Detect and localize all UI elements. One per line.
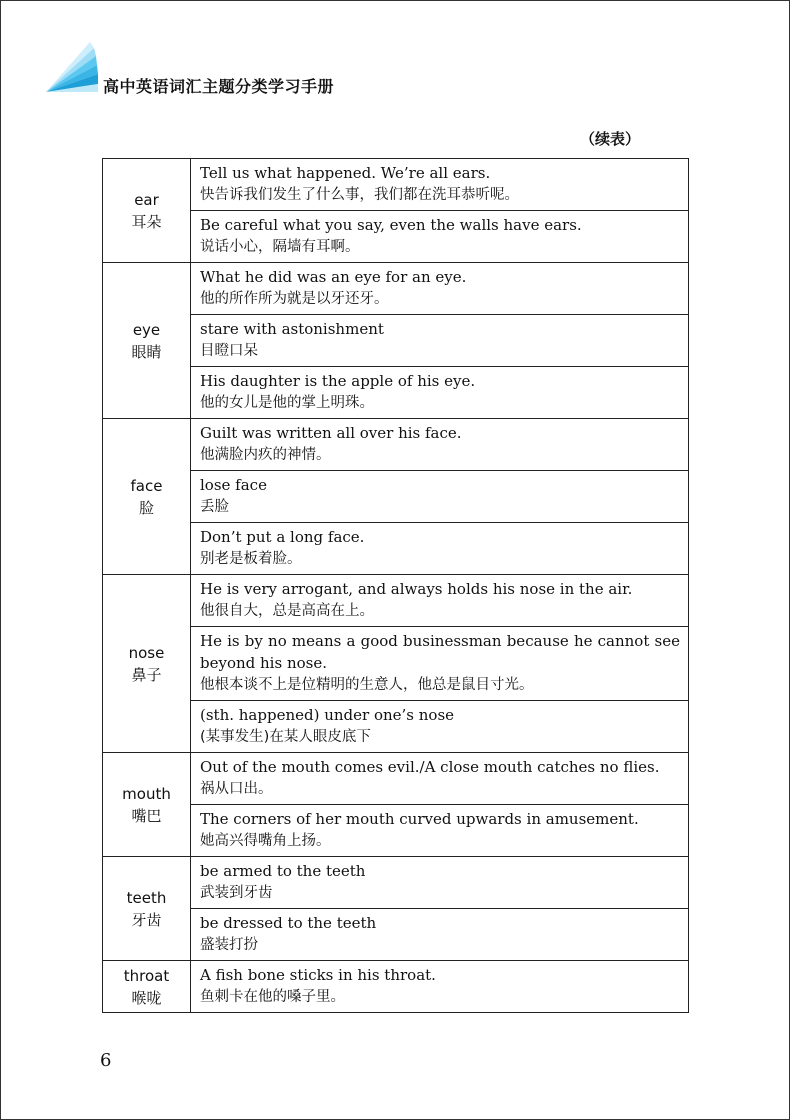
word-cell (103, 575, 191, 753)
example-english: be armed to the teeth (200, 862, 366, 880)
example-english: Tell us what happened. We’re all ears. (200, 164, 491, 182)
example-chinese: 说话小心，隔墙有耳啊。 (200, 239, 360, 255)
example-cell (191, 805, 689, 857)
table-row (103, 575, 689, 627)
example-english: Guilt was written all over his face. (200, 424, 462, 442)
example-chinese: 她高兴得嘴角上扬。 (200, 833, 331, 849)
table-row (103, 805, 689, 857)
table-row (103, 627, 689, 701)
table-row (103, 211, 689, 263)
example-cell (191, 159, 689, 211)
word-meaning: 牙齿 (131, 910, 162, 929)
vocabulary-table-body (103, 159, 689, 1013)
example-english: He is by no means a good businessman because he cannot see beyond his nose. (200, 632, 680, 672)
word-meaning: 喉咙 (131, 988, 162, 1007)
example-english: He is very arrogant, and always holds his nose in the air. (200, 580, 633, 598)
example-cell (191, 857, 689, 909)
word-meaning: 眼睛 (131, 342, 162, 361)
example-chinese: 丢脸 (200, 499, 229, 515)
word-english: throat (123, 966, 170, 985)
vocabulary-table (102, 158, 689, 1013)
header-title: 高中英语词汇主题分类学习手册 (103, 77, 335, 96)
table-row (103, 471, 689, 523)
word-english: mouth (122, 784, 171, 803)
example-chinese: 武装到牙齿 (200, 885, 273, 901)
word-cell (103, 961, 191, 1013)
page-number: 6 (100, 1050, 112, 1071)
example-cell (191, 419, 689, 471)
continued-label: （续表） (580, 130, 641, 148)
example-english: A fish bone sticks in his throat. (200, 966, 436, 984)
example-cell (191, 961, 689, 1013)
example-english: be dressed to the teeth (200, 914, 377, 932)
table-row (103, 753, 689, 805)
example-cell (191, 627, 689, 701)
example-cell (191, 367, 689, 419)
example-chinese: 他根本谈不上是位精明的生意人，他总是鼠目寸光。 (200, 677, 534, 693)
example-chinese: 鱼刺卡在他的嗓子里。 (200, 989, 345, 1005)
word-cell (103, 857, 191, 961)
example-chinese: 他的女儿是他的掌上明珠。 (200, 395, 374, 411)
example-chinese: 别老是板着脸。 (200, 551, 302, 567)
example-cell (191, 211, 689, 263)
table-row (103, 961, 689, 1013)
example-chinese: 他的所作所为就是以牙还牙。 (200, 291, 389, 307)
word-english: nose (128, 643, 165, 662)
word-meaning: 脸 (138, 498, 154, 517)
example-chinese: 目瞪口呆 (200, 343, 258, 359)
example-english: Don’t put a long face. (200, 528, 365, 546)
example-chinese: (某事发生)在某人眼皮底下 (200, 729, 371, 745)
example-english: The corners of her mouth curved upwards in amusement. (200, 810, 639, 828)
example-english: What he did was an eye for an eye. (200, 268, 467, 286)
word-cell (103, 159, 191, 263)
word-cell (103, 263, 191, 419)
example-chinese: 他很自大，总是高高在上。 (200, 603, 374, 619)
word-meaning: 耳朵 (131, 212, 162, 231)
word-meaning: 嘴巴 (131, 806, 162, 825)
example-cell (191, 909, 689, 961)
table-row (103, 419, 689, 471)
table-row (103, 315, 689, 367)
word-cell (103, 419, 191, 575)
book-logo-icon (40, 40, 100, 100)
example-cell (191, 753, 689, 805)
example-english: Be careful what you say, even the walls have ears. (200, 216, 582, 234)
example-english: Out of the mouth comes evil./A close mouth catches no flies. (200, 758, 660, 776)
example-chinese: 盛装打扮 (200, 937, 258, 953)
word-meaning: 鼻子 (131, 665, 162, 684)
table-row (103, 367, 689, 419)
example-english: stare with astonishment (200, 320, 384, 338)
example-chinese: 他满脸内疚的神情。 (200, 447, 331, 463)
word-english: teeth (126, 888, 167, 907)
example-cell (191, 263, 689, 315)
table-row (103, 701, 689, 753)
example-cell (191, 575, 689, 627)
example-english: His daughter is the apple of his eye. (200, 372, 476, 390)
example-cell (191, 701, 689, 753)
table-row (103, 263, 689, 315)
word-english: face (130, 476, 163, 495)
example-cell (191, 471, 689, 523)
table-row (103, 159, 689, 211)
word-english: ear (134, 190, 159, 209)
word-cell (103, 753, 191, 857)
example-english: lose face (200, 476, 267, 494)
table-row (103, 909, 689, 961)
table-row (103, 857, 689, 909)
example-english: (sth. happened) under one’s nose (200, 706, 455, 724)
word-english: eye (132, 320, 161, 339)
table-row (103, 523, 689, 575)
example-chinese: 祸从口出。 (200, 781, 273, 797)
example-cell (191, 315, 689, 367)
example-chinese: 快告诉我们发生了什么事，我们都在洗耳恭听呢。 (200, 187, 519, 203)
example-cell (191, 523, 689, 575)
